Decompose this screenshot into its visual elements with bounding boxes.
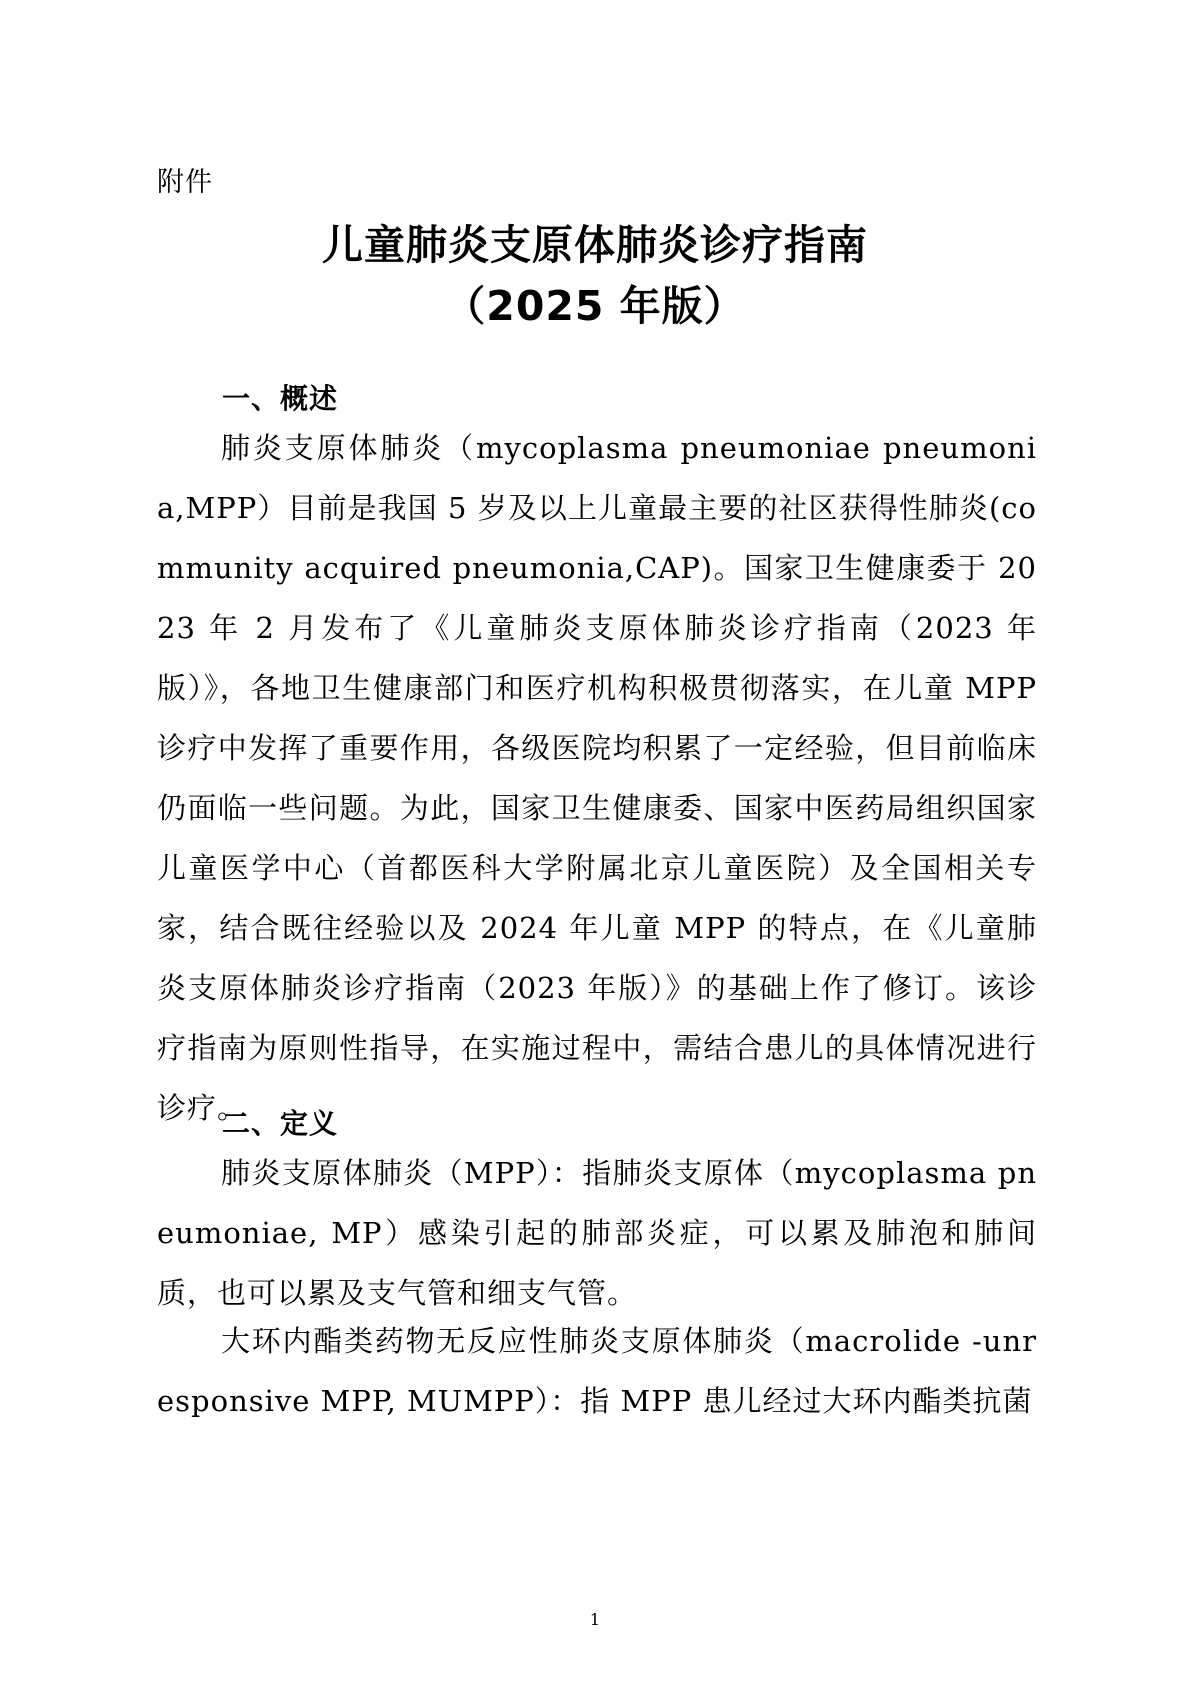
document-subtitle: （2025 年版） <box>444 282 746 330</box>
definition-paragraph-mumpp: 大环内酯类药物无反应性肺炎支原体肺炎（macrolide -unresponsive MPP, MUMPP）：指 MPP 患儿经过大环内酯类抗菌 <box>157 1324 1037 1418</box>
annex-label: 附件 <box>157 167 213 198</box>
overview-paragraph: 肺炎支原体肺炎（mycoplasma pneumoniae pneumonia,MPP）目前是我国 5 岁及以上儿童最主要的社区获得性肺炎(community acquired pneumonia,CAP)。国家卫生健康委于 2023 年 2 月发布了《儿童肺炎支原体肺炎诊疗指南（2023 年版）》，各地卫生健康部门和医疗机构积极贯彻落实，在儿童 MPP 诊疗中发挥了重要作用，各级医院均积累了一定经验，但目前临床仍面临一些问题。为此，国家卫生健康委、国家中医药局组织国家儿童医学中心（首都医科大学附属北京儿童医院）及全国相关专家，结合既往经验以及 2024 年儿童 MPP 的特点，在《儿童肺炎支原体肺炎诊疗指南（2023 年版）》的基础上作了修订。该诊疗指南为原则性指导，在实施过程中，需结合患儿的具体情况进行诊疗。 <box>157 431 1037 1125</box>
definition-paragraph-mpp: 肺炎支原体肺炎（MPP）：指肺炎支原体（mycoplasma pneumoniae, MP）感染引起的肺部炎症，可以累及肺泡和肺间质，也可以累及支气管和细支气管。 <box>157 1156 1037 1310</box>
section-heading-overview: 一、概述 <box>222 382 339 415</box>
section-heading-definition: 二、定义 <box>222 1107 339 1140</box>
document-title: 儿童肺炎支原体肺炎诊疗指南 <box>322 221 868 269</box>
page-number: 1 <box>589 1610 601 1629</box>
